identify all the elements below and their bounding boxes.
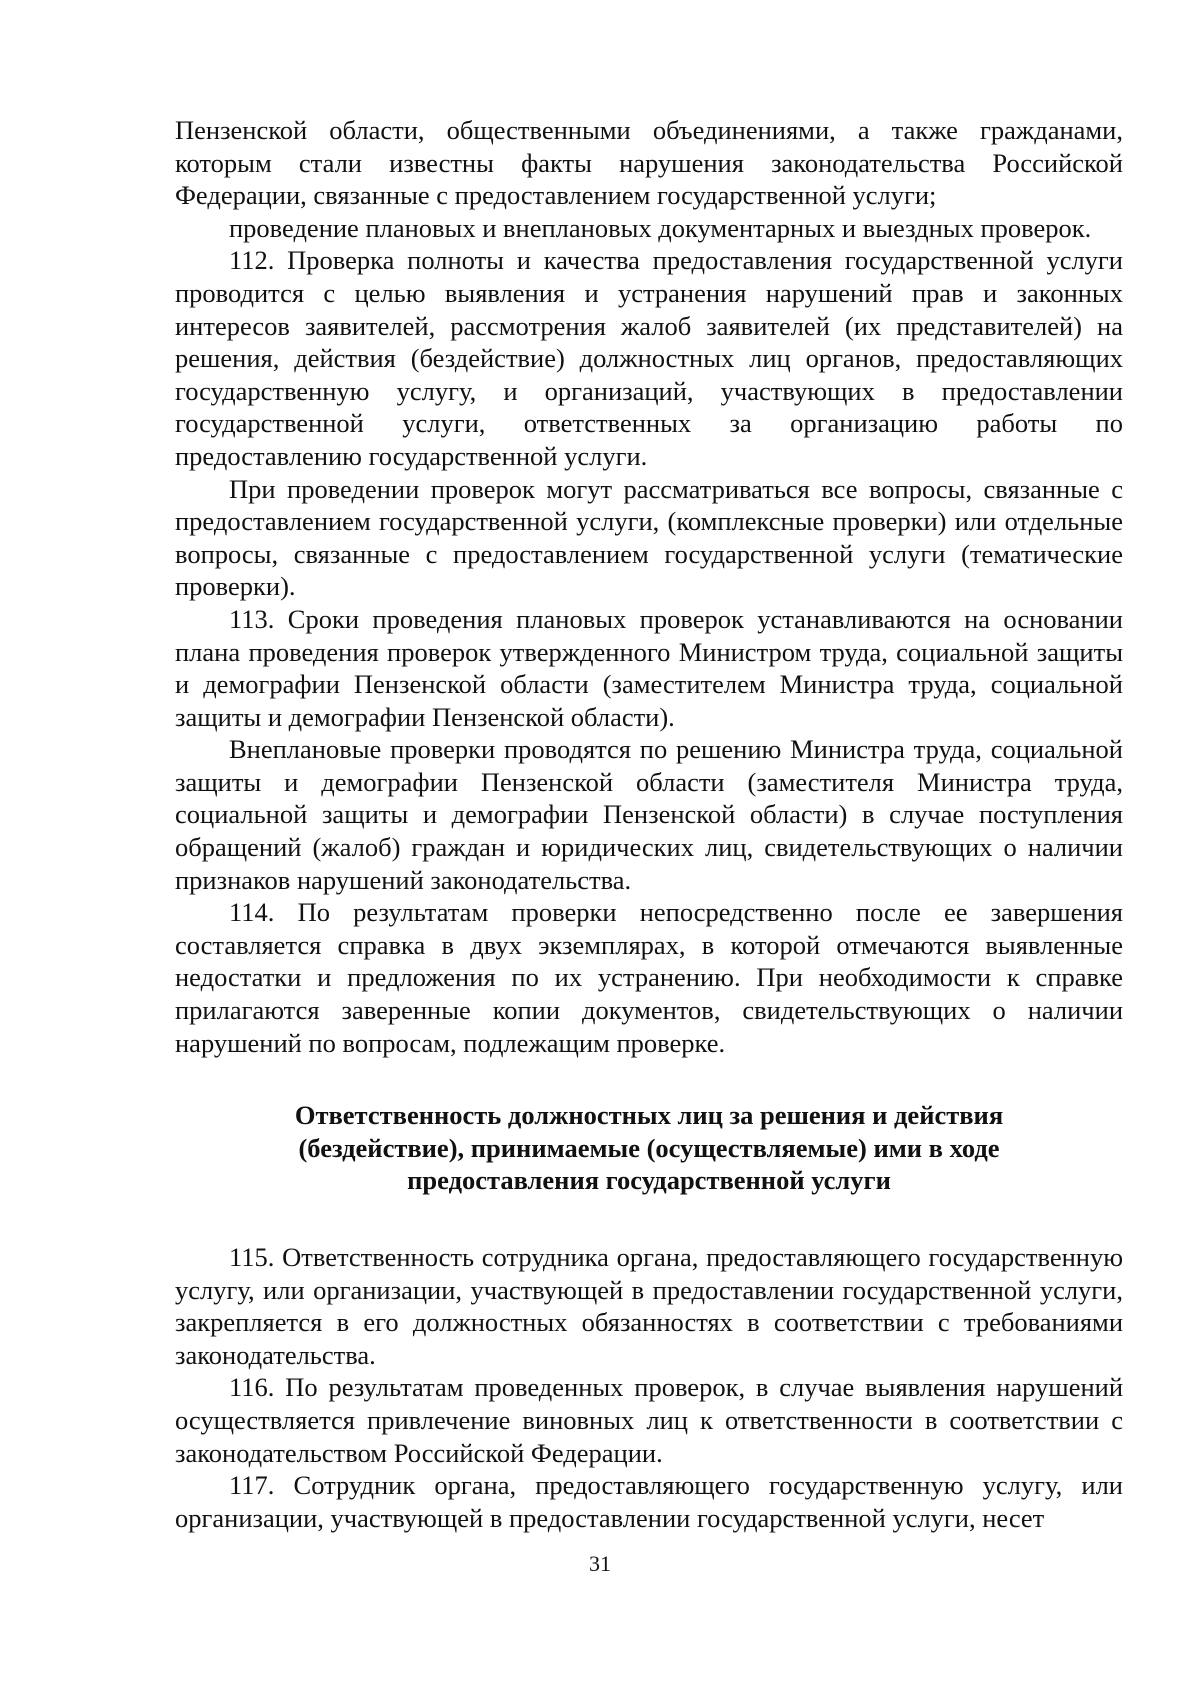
section-heading [175,1099,1123,1197]
document-body [175,114,1123,1534]
paragraph-inspections-list: проведение плановых и внеплановых документарных и выездных проверок. [229,212,1092,243]
paragraph-114: 114. По результатам проверки непосредственно после ее завершения составляется справка в двух экземплярах, в которой отмечаются выявленные недостатки и предложения по их устранению. При необходимости к справке прилагаются заверенные копии документов, свидетельствующих о наличии нарушений по вопросам, подлежащим проверке. [175,897,1123,1058]
paragraph-117: 117. Сотрудник органа, предоставляющего государственную услугу, или организации, участвующей в предоставлении государственной услуги, несет [175,1470,1123,1533]
paragraph-113: 113. Сроки проведения плановых проверок устанавливаются на основании плана проведения проверок утвержденного Министром труда, социальной защиты и демографии Пензенской области (заместителем Министра труда, социальной защиты и демографии Пензенской области). [175,603,1123,732]
paragraph-inspection-scope: При проведении проверок могут рассматриваться все вопросы, связанные с предоставлением государственной услуги, (комплексные проверки) или отдельные вопросы, связанные с предоставлением государственной услуги (тематические проверки). [175,473,1123,602]
section-heading-line-1: Ответственность должностных лиц за решения и действия [294,1100,1004,1131]
paragraph-112: 112. Проверка полноты и качества предоставления государственной услуги проводится с целью выявления и устранения нарушений прав и законных интересов заявителей, рассмотрения жалоб заявителей (их представителей) на решения, действия (бездействие) должностных лиц органов, предоставляющих государственную услугу, и организаций, участвующих в предоставлении государственной услуги, ответственных за организацию работы по предоставлению государственной услуги. [175,245,1123,471]
section-heading-line-3: предоставления государственной услуги [407,1165,891,1196]
page-number: 31 [589,1551,611,1576]
paragraph-unscheduled-inspections: Внеплановые проверки проводятся по решению Министра труда, социальной защиты и демографии Пензенской области (заместителя Министра труда, социальной защиты и демографии Пензенской области) в случае поступления обращений (жалоб) граждан и юридических лиц, свидетельствующих о наличии признаков нарушений законодательства. [175,734,1123,895]
paragraph-116: 116. По результатам проведенных проверок, в случае выявления нарушений осуществляется привлечение виновных лиц к ответственности в соответствии с законодательством Российской Федерации. [175,1372,1123,1468]
section-heading-line-2: (бездействие), принимаемые (осуществляемые) ими в ходе [298,1132,1000,1163]
paragraph-115: 115. Ответственность сотрудника органа, предоставляющего государственную услугу, или организации, участвующей в предоставлении государственной услуги, закрепляется в его должностных обязанностях в соответствии с требованиями законодательства. [175,1242,1123,1370]
paragraph-continuation: Пензенской области, общественными объединениями, а также гражданами, которым стали известны факты нарушения законодательства Российской Федерации, связанные с предоставлением государственной услуги; [175,115,1123,211]
